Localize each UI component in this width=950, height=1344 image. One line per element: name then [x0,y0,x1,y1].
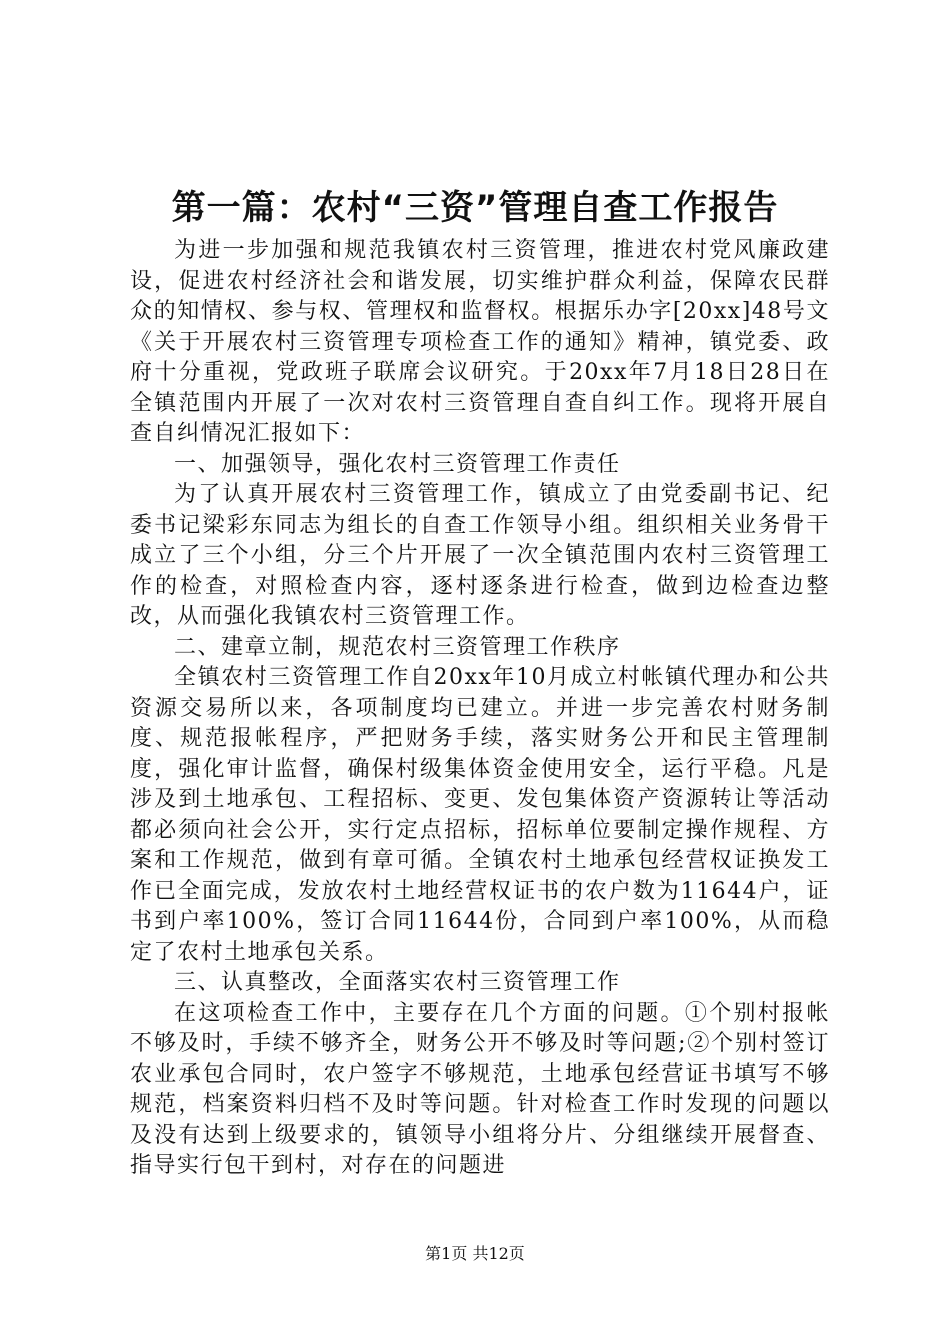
document-title: 第一篇：农村“三资”管理自查工作报告 [171,188,779,228]
page-number-footer: 第1页 共12页 [425,1244,525,1263]
section-1-paragraph: 为了认真开展农村三资管理工作，镇成立了由党委副书记、纪委书记梁彩东同志为组长的自查工作领导小组。组织相关业务骨干成立了三个小组，分三个片开展了一次全镇范围内农村三资管理工作的检查，对照检查内容，逐村逐条进行检查，做到边检查边整改，从而强化我镇农村三资管理工作。 [130,482,830,629]
section-heading-3: 三、认真整改，全面落实农村三资管理工作 [174,970,621,995]
section-2-paragraph: 全镇农村三资管理工作自20xx年10月成立村帐镇代理办和公共资源交易所以来，各项制度均已建立。并进一步完善农村财务制度、规范报帐程序，严把财务手续，落实财务公开和民主管理制度，强化审计监督，确保村级集体资金使用安全，运行平稳。凡是涉及到土地承包、工程招标、变更、发包集体资产资源转让等活动都必须向社会公开，实行定点招标，招标单位要制定操作规程、方案和工作规范，做到有章可循。全镇农村土地承包经营权证换发工作已全面完成，发放农村土地经营权证书的农户数为11644户，证书到户率100%，签订合同11644份，合同到户率100%，从而稳定了农村土地承包关系。 [130,665,830,965]
section-3-paragraph: 在这项检查工作中，主要存在几个方面的问题。①个别村报帐不够及时，手续不够齐全，财务公开不够及时等问题;②个别村签订农业承包合同时，农户签字不够规范，土地承包经营证书填写不够规范，档案资料归档不及时等问题。针对检查工作时发现的问题以及没有达到上级要求的，镇领导小组将分片、分组继续开展督查、指导实行包干到村，对存在的问题进 [130,1000,830,1178]
document-body [130,236,830,1182]
section-heading-1: 一、加强领导，强化农村三资管理工作责任 [174,451,621,477]
section-heading-2: 二、建章立制，规范农村三资管理工作秩序 [174,634,621,660]
intro-paragraph: 为进一步加强和规范我镇农村三资管理，推进农村党风廉政建设，促进农村经济社会和谐发展，切实维护群众利益，保障农民群众的知情权、参与权、管理权和监督权。根据乐办字[20xx]48号文《关于开展农村三资管理专项检查工作的通知》精神，镇党委、政府十分重视，党政班子联席会议研究。于20xx年7月18日28日在全镇范围内开展了一次对农村三资管理自查自纠工作。现将开展自查自纠情况汇报如下： [130,238,830,446]
